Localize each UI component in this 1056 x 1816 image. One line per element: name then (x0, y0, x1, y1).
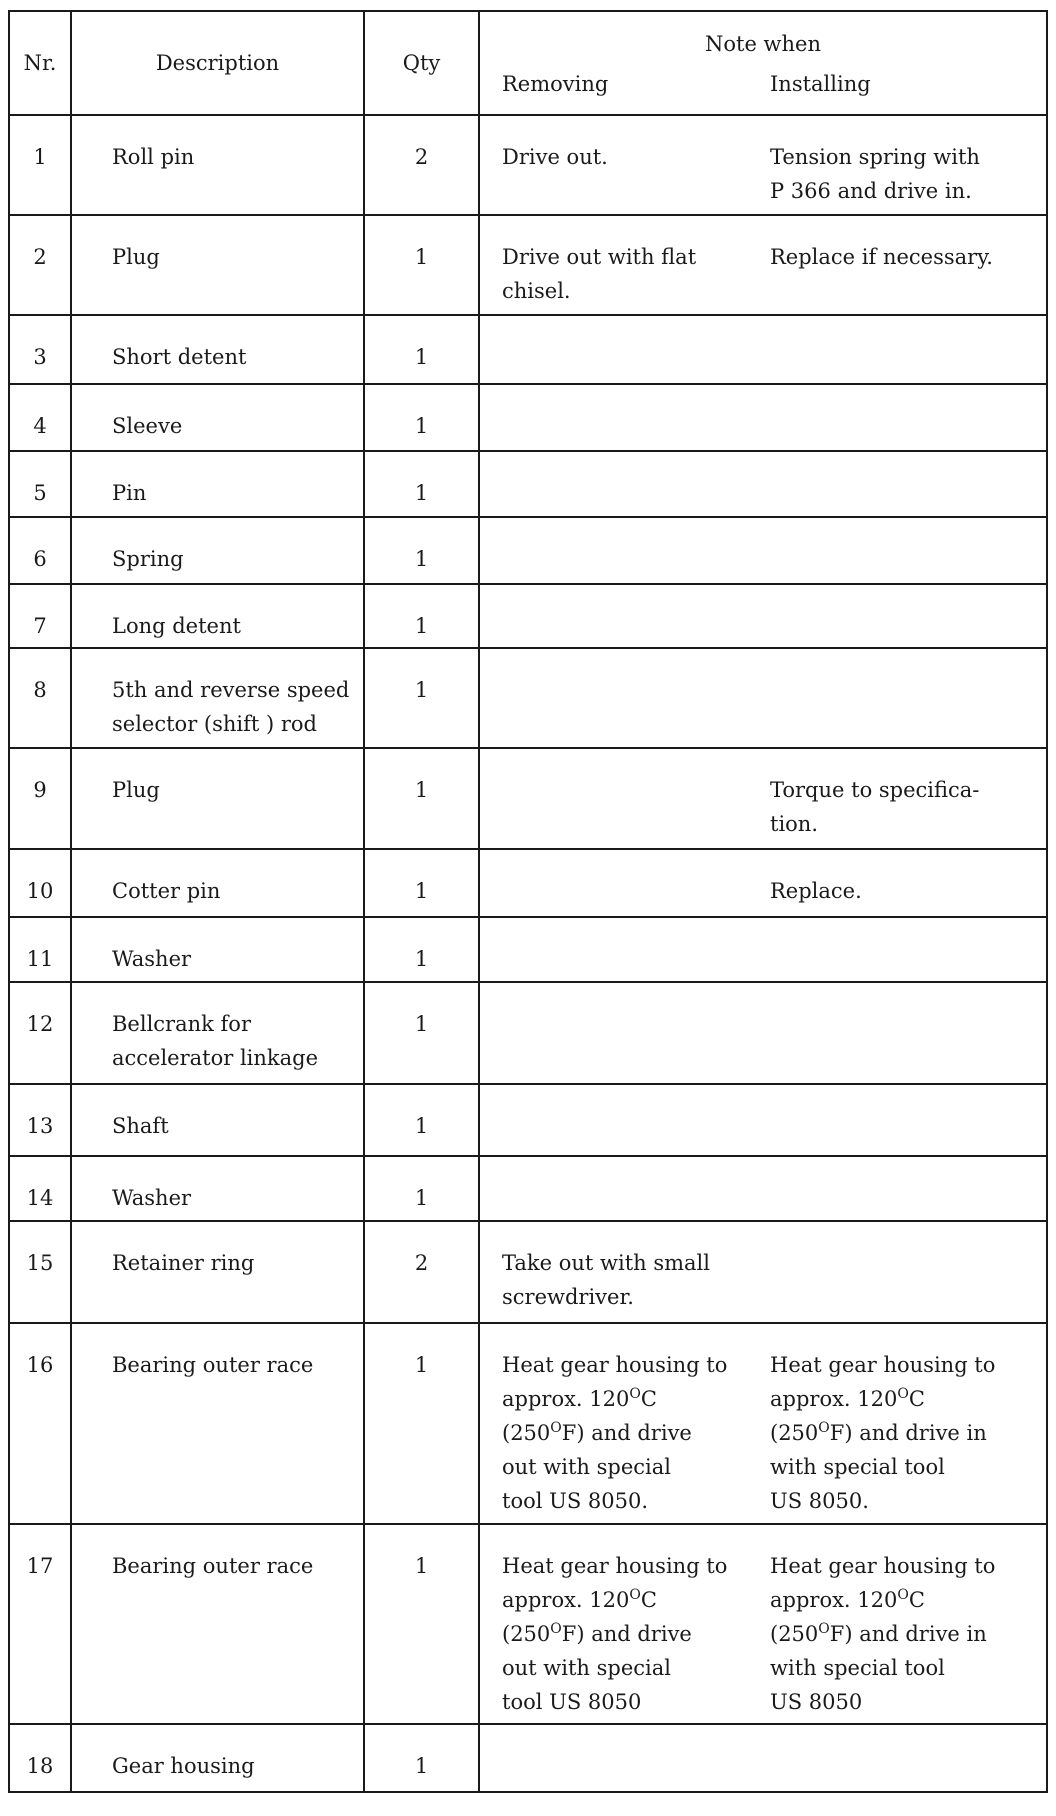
cell-nr: 10 (9, 849, 71, 917)
table-row (9, 584, 1047, 648)
cell-description (71, 648, 364, 748)
cell-line: Long detent (112, 614, 241, 638)
table-header (9, 11, 1047, 115)
cell-line: selector (shift ) rod (112, 712, 317, 736)
parts-table (8, 10, 1048, 1793)
cell-nr: 9 (9, 748, 71, 849)
cell-line: Heat gear housing to (770, 1554, 996, 1578)
cell-nr: 8 (9, 648, 71, 748)
cell-description (71, 215, 364, 315)
table-row (9, 1156, 1047, 1221)
degree-superscript: O (550, 1621, 562, 1637)
cell-removing (479, 1323, 764, 1524)
table-row (9, 115, 1047, 215)
table-row (9, 315, 1047, 384)
cell-nr: 3 (9, 315, 71, 384)
cell-removing (479, 384, 764, 451)
header-note-when: Note when (479, 11, 1047, 63)
degree-superscript: O (818, 1621, 830, 1637)
cell-line: approx. $120^OC$ (502, 1587, 657, 1612)
cell-nr: 15 (9, 1221, 71, 1323)
cell-line: approx. $120^OC$ (502, 1386, 657, 1411)
cell-line: Sleeve (112, 414, 183, 438)
table-row (9, 1323, 1047, 1524)
cell-description (71, 1724, 364, 1792)
cell-removing (479, 648, 764, 748)
cell-qty: 1 (364, 215, 479, 315)
cell-removing (479, 849, 764, 917)
cell-qty: 1 (364, 517, 479, 584)
cell-description (71, 1221, 364, 1323)
cell-nr: 11 (9, 917, 71, 982)
header-installing: Installing (764, 63, 1047, 115)
cell-description (71, 115, 364, 215)
cell-installing (764, 1221, 1047, 1323)
cell-installing (764, 1084, 1047, 1156)
cell-line: with special tool (770, 1656, 945, 1680)
cell-description (71, 384, 364, 451)
cell-removing (479, 315, 764, 384)
degree-superscript: O (629, 1587, 641, 1603)
cell-nr: 18 (9, 1724, 71, 1792)
cell-qty: 2 (364, 1221, 479, 1323)
cell-line: $(250^OF)$ and drive in (770, 1621, 987, 1646)
cell-qty: 1 (364, 584, 479, 648)
cell-nr: 13 (9, 1084, 71, 1156)
cell-description (71, 917, 364, 982)
cell-description (71, 1084, 364, 1156)
cell-line: Roll pin (112, 145, 195, 169)
cell-description (71, 315, 364, 384)
cell-installing (764, 1724, 1047, 1792)
cell-installing (764, 451, 1047, 517)
cell-line: with special tool (770, 1455, 945, 1479)
cell-removing (479, 1156, 764, 1221)
header-description: Description (71, 11, 364, 115)
cell-description (71, 849, 364, 917)
cell-qty: 1 (364, 982, 479, 1084)
cell-line: Plug (112, 245, 160, 269)
cell-installing (764, 315, 1047, 384)
table-row (9, 384, 1047, 451)
cell-line: Tension spring with (770, 145, 980, 169)
cell-line: Torque to specifica- (770, 778, 980, 802)
cell-removing (479, 115, 764, 215)
cell-description (71, 1156, 364, 1221)
cell-qty: 1 (364, 1524, 479, 1724)
cell-description (71, 517, 364, 584)
cell-installing (764, 584, 1047, 648)
cell-line: $(250^OF)$ and drive (502, 1621, 692, 1646)
cell-description (71, 748, 364, 849)
cell-line: Heat gear housing to (502, 1554, 728, 1578)
header-qty: Qty (364, 11, 479, 115)
cell-installing (764, 748, 1047, 849)
header-nr: Nr. (9, 11, 71, 115)
cell-removing (479, 517, 764, 584)
cell-nr: 2 (9, 215, 71, 315)
cell-qty: 1 (364, 1323, 479, 1524)
cell-removing (479, 1524, 764, 1724)
cell-line: out with special (502, 1656, 671, 1680)
cell-line: Washer (112, 1186, 192, 1210)
cell-line: Bearing outer race (112, 1353, 314, 1377)
cell-line: US 8050. (770, 1489, 869, 1513)
cell-nr: 16 (9, 1323, 71, 1524)
cell-nr: 12 (9, 982, 71, 1084)
cell-line: tool US 8050 (502, 1690, 642, 1714)
cell-line: Heat gear housing to (502, 1353, 728, 1377)
cell-qty: 1 (364, 1084, 479, 1156)
table-row (9, 1724, 1047, 1792)
degree-superscript: O (550, 1420, 562, 1436)
cell-line: Pin (112, 481, 147, 505)
table-row (9, 982, 1047, 1084)
cell-installing (764, 648, 1047, 748)
cell-nr: 6 (9, 517, 71, 584)
cell-line: screwdriver. (502, 1285, 634, 1309)
cell-line: Bellcrank for (112, 1012, 251, 1036)
cell-line: Heat gear housing to (770, 1353, 996, 1377)
cell-description (71, 584, 364, 648)
cell-line: Plug (112, 778, 160, 802)
cell-removing (479, 917, 764, 982)
cell-installing (764, 1524, 1047, 1724)
cell-removing (479, 1724, 764, 1792)
cell-line: Take out with small (502, 1251, 710, 1275)
cell-installing (764, 215, 1047, 315)
cell-removing (479, 1084, 764, 1156)
cell-line: approx. $120^OC$ (770, 1386, 925, 1411)
table-row (9, 1221, 1047, 1323)
cell-qty: 2 (364, 115, 479, 215)
cell-removing (479, 982, 764, 1084)
cell-line: Drive out. (502, 145, 608, 169)
cell-installing (764, 115, 1047, 215)
degree-superscript: O (897, 1386, 909, 1402)
cell-description (71, 982, 364, 1084)
cell-qty: 1 (364, 648, 479, 748)
cell-nr: 5 (9, 451, 71, 517)
table-row (9, 917, 1047, 982)
cell-qty: 1 (364, 748, 479, 849)
cell-line: out with special (502, 1455, 671, 1479)
cell-qty: 1 (364, 1724, 479, 1792)
cell-line: Spring (112, 547, 184, 571)
cell-nr: 7 (9, 584, 71, 648)
cell-description (71, 1524, 364, 1724)
cell-line: Bearing outer race (112, 1554, 314, 1578)
cell-installing (764, 384, 1047, 451)
table-row (9, 215, 1047, 315)
cell-line: accelerator linkage (112, 1046, 319, 1070)
cell-installing (764, 849, 1047, 917)
table-row (9, 849, 1047, 917)
table-row (9, 517, 1047, 584)
cell-line: $(250^OF)$ and drive in (770, 1420, 987, 1445)
degree-superscript: O (818, 1420, 830, 1436)
cell-qty: 1 (364, 384, 479, 451)
cell-removing (479, 451, 764, 517)
table-row (9, 1084, 1047, 1156)
cell-line: US 8050 (770, 1690, 863, 1714)
cell-description (71, 1323, 364, 1524)
cell-removing (479, 1221, 764, 1323)
cell-line: Retainer ring (112, 1251, 255, 1275)
cell-removing (479, 748, 764, 849)
cell-qty: 1 (364, 451, 479, 517)
cell-line: Short detent (112, 345, 247, 369)
cell-line: approx. $120^OC$ (770, 1587, 925, 1612)
cell-line: 5th and reverse speed (112, 678, 350, 702)
cell-line: Gear housing (112, 1754, 255, 1778)
cell-nr: 1 (9, 115, 71, 215)
degree-superscript: O (897, 1587, 909, 1603)
cell-nr: 14 (9, 1156, 71, 1221)
cell-installing (764, 1323, 1047, 1524)
cell-removing (479, 584, 764, 648)
cell-installing (764, 1156, 1047, 1221)
degree-superscript: O (629, 1386, 641, 1402)
cell-line: Washer (112, 947, 192, 971)
cell-line: chisel. (502, 279, 571, 303)
table-row (9, 748, 1047, 849)
cell-line: tool US 8050. (502, 1489, 648, 1513)
table-row (9, 648, 1047, 748)
cell-line: Drive out with flat (502, 245, 697, 269)
table-body (9, 115, 1047, 1792)
cell-line: Replace if necessary. (770, 245, 993, 269)
cell-line: Shaft (112, 1114, 169, 1138)
table-row (9, 451, 1047, 517)
cell-installing (764, 982, 1047, 1084)
table-row (9, 1524, 1047, 1724)
cell-line: Replace. (770, 879, 862, 903)
cell-installing (764, 517, 1047, 584)
cell-nr: 17 (9, 1524, 71, 1724)
cell-line: $(250^OF)$ and drive (502, 1420, 692, 1445)
cell-description (71, 451, 364, 517)
cell-removing (479, 215, 764, 315)
cell-qty: 1 (364, 315, 479, 384)
cell-line: tion. (770, 812, 818, 836)
cell-qty: 1 (364, 1156, 479, 1221)
cell-line: P 366 and drive in. (770, 179, 972, 203)
cell-installing (764, 917, 1047, 982)
cell-line: Cotter pin (112, 879, 221, 903)
cell-qty: 1 (364, 917, 479, 982)
header-removing: Removing (479, 63, 764, 115)
cell-nr: 4 (9, 384, 71, 451)
cell-qty: 1 (364, 849, 479, 917)
